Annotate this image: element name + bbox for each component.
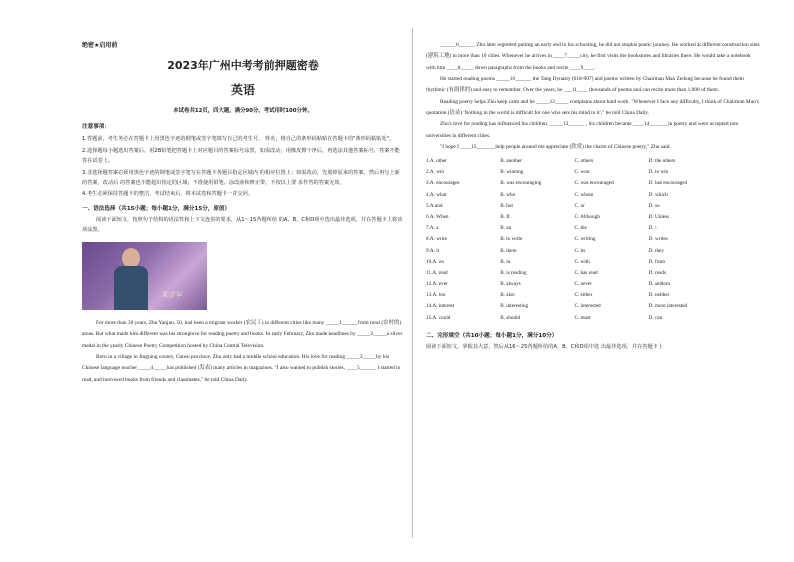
option-choice: D. Unless (648, 213, 670, 220)
option-choice: 13.A. too (426, 292, 446, 299)
note-item: 4.考生必须保持答题卡的整洁，考试结束后，将本试卷和答题卡一并交回。 (82, 191, 253, 198)
option-choice: B. but (500, 202, 513, 209)
option-choice: C. was encouraged (574, 180, 614, 187)
option-choice: C. Although (574, 213, 600, 220)
option-row (426, 167, 760, 178)
subject-title: 英语 (230, 83, 255, 97)
option-choice: B. an (500, 225, 512, 232)
exam-meta: 本试卷共12页，四大题，满分90分。考试用时100分钟。 (173, 108, 313, 114)
option-choice: 15.A. could (426, 314, 451, 321)
option-row (426, 279, 760, 290)
option-choice: 9.A. it (426, 247, 440, 254)
option-choice: D. they (648, 247, 664, 254)
option-choice: C. writing (574, 236, 596, 243)
option-choice: D. from (648, 258, 666, 265)
option-row (426, 223, 760, 234)
option-choice: D. \ (648, 225, 657, 232)
option-choice: C. interested (574, 303, 601, 310)
secret-label: 绝密★启用前 (82, 42, 118, 49)
passage-paragraph: For more than 30 years, Zhu Yanjun, 50, had been a migrant worker (农民工) in different cities like many _____1______from rural (农村的) areas. But what made him different was his stronglove for reading poetry and books. In early February, Zhu made headlines by _____2_____a silver medal in the yearly Chinese Poetry Competition hosted by China Central Television. (82, 320, 403, 349)
passage-paragraph: Born in a village in Jingning county, Gansu province, Zhu only had a middle school education. His love for reading _____3_____by his Chinese language teacher_____4_____has published (发表) many articles in magazines. "I also wanted to publish stories, ____5______ I started to read, and borrowed books from friends and classmates," he told China Daily. (82, 354, 401, 383)
note-item: 3.非选择题答案必须用黑色字迹的钢笔或签字笔写在答题卡各题目指定区域内 的相应位置上；如需改动，先划掉原来的答案，然后再写上新的答案，改动后 的答案也不能超出指定的区域；不准使用铅笔、涂改液和修正带。不按以上要 求作答的答案无效。 (82, 169, 400, 186)
option-choice: D. so (648, 202, 660, 209)
option-choice: B. winning (500, 169, 524, 176)
option-choice: D. the others (648, 158, 676, 165)
note-item: 2.选择题每小题选出答案后，用2B铅笔把答题卡上对应题目的答案标号涂黑，如需改动，用橡皮擦干净后，再选涂其他答案标号，答案不能答在试卷上。 (82, 147, 400, 164)
option-choice: C. or (574, 202, 585, 209)
option-choice: D. can (648, 314, 663, 321)
option-row (426, 211, 760, 222)
option-choice: D. reads (648, 269, 666, 276)
option-choice: 6.A. When (426, 213, 449, 220)
option-row (426, 200, 760, 211)
option-choice: B. If (500, 213, 510, 220)
option-choice: C. has read (574, 269, 598, 276)
option-row (426, 312, 760, 323)
option-choice: C. with (574, 258, 590, 265)
option-choice: B. always (500, 281, 521, 288)
options-table (426, 155, 760, 323)
photo-signature: 朱彦军 (161, 291, 182, 299)
option-row (426, 189, 760, 200)
option-choice: B. them (500, 247, 517, 254)
passage-paragraph: Zhu's love for reading has influenced his children. _____13______ , his children became ____14_______in poetry and were accepted into universities in different cities. (426, 121, 739, 139)
person-figure (114, 248, 148, 310)
option-choice: C. never (574, 281, 593, 288)
option-choice: C. its (574, 247, 586, 254)
option-choice: B. to write (500, 236, 523, 243)
option-choice: 3.A. encourages (426, 180, 460, 187)
option-choice: C. won (574, 169, 590, 176)
option-choice: 4.A. what (426, 191, 447, 198)
option-choice: B. interesting (500, 303, 529, 310)
option-choice: D. to win (648, 169, 669, 176)
right-column (426, 40, 760, 355)
option-choice: 2.A. win (426, 169, 445, 176)
section-2-heading: 二、完形填空（共10小题；每小题1分，满分10分） (426, 333, 558, 340)
column-divider (412, 28, 413, 538)
option-choice: B. in (500, 258, 511, 265)
option-choice: D. seldom (648, 281, 670, 288)
option-row (426, 155, 760, 166)
option-choice: 14.A. interest (426, 303, 455, 310)
section-1-instruction: 阅读下面短文，按照句子结构的语法性和上下文连贯的要求，从1～15各题所给 的A、B、C和D项中选出最佳选项，并在答题卡上将该项涂黑。 (82, 217, 403, 234)
option-choice: D. writes (648, 236, 668, 243)
option-choice: 7.A. a (426, 225, 439, 232)
option-choice: C. either (574, 292, 593, 299)
option-choice: 8.A. write (426, 236, 447, 243)
option-row (426, 290, 760, 301)
option-choice: D. which (648, 191, 668, 198)
option-row (426, 256, 760, 267)
passage-paragraph: He started reading poems _____10______ the Tang Dynasty (618-907) and poems written by Chairman Mao Zedong because he found them rhythmic (有韵律的) and easy to remember. Over the years, he ___11____ thousands of poems and can recite more than 1,000 of them. (426, 76, 744, 94)
section-1-heading: 一、语法选择（共15小题；每小题1分，满分15分，原创） (82, 206, 231, 213)
option-choice: C. others (574, 158, 594, 165)
note-item: 1.答题前，考生务必在答题卡上用黑色字迹的钢笔或签字笔填写自己的考生号、 姓名；将自己的条形码粘贴在答题卡的"条形码粘贴处"。 (82, 136, 395, 142)
left-column (82, 40, 404, 386)
article-photo (82, 242, 207, 310)
option-row (426, 234, 760, 245)
option-choice: C. whom (574, 191, 594, 198)
notes-heading: 注意事项： (82, 124, 110, 130)
option-choice: 5.A.and (426, 202, 443, 209)
passage-paragraph: ______6______ Zhu later regretted putting an early end to his schooling, he did not stophis poetic journey. He worked at different construction sites (建筑工地) in more than 10 cities. Whenever he arrives in ____7_____city, he first visits the bookstores and libraries there. He would take a notebook with him ____8_____ down paragraphs from the books and recite ____9____. (426, 42, 760, 71)
option-choice: C. must (574, 314, 591, 321)
option-row (426, 267, 760, 278)
option-choice: B. another (500, 158, 522, 165)
option-choice: B. is reading (500, 269, 527, 276)
option-choice: B. was encouraging (500, 180, 542, 187)
option-choice: B. also (500, 292, 515, 299)
passage-paragraph: Reading poetry helps Zhu keep calm and he _____12_____ complains about hard work. "Whenever I face any difficulty, I think of Chairman Mao's quotation (语录) 'Nothing in the world is difficult for one who sets his mind to it'," he told China Daily. (426, 98, 759, 117)
section-2-instruction: 阅读下面短文，掌握其大意，然后从16～25各题所给的A、B、C和D项中选 出最佳选项，并在答题卡上 (426, 344, 664, 351)
option-row (426, 301, 760, 312)
option-choice: B. should (500, 314, 521, 321)
option-choice: B. who (500, 191, 516, 198)
passage-paragraph: "I hope I ____15_______help people around me appreciate (欣赏) the charm of Chinese poetry," Zhu said. (440, 144, 671, 151)
option-choice: D. neither (648, 292, 670, 299)
exam-title: 2023年广州中考考前押题密卷 (167, 59, 319, 72)
option-row (426, 245, 760, 256)
option-choice: 11.A. read (426, 269, 448, 276)
option-choice: C. the (574, 225, 587, 232)
option-choice: D. more interested (648, 303, 688, 310)
option-row (426, 178, 760, 189)
option-choice: 1.A. other (426, 158, 447, 165)
option-choice: 12.A. ever (426, 281, 448, 288)
option-choice: 10.A. on (426, 258, 445, 265)
option-choice: D. has encouraged (648, 180, 688, 187)
